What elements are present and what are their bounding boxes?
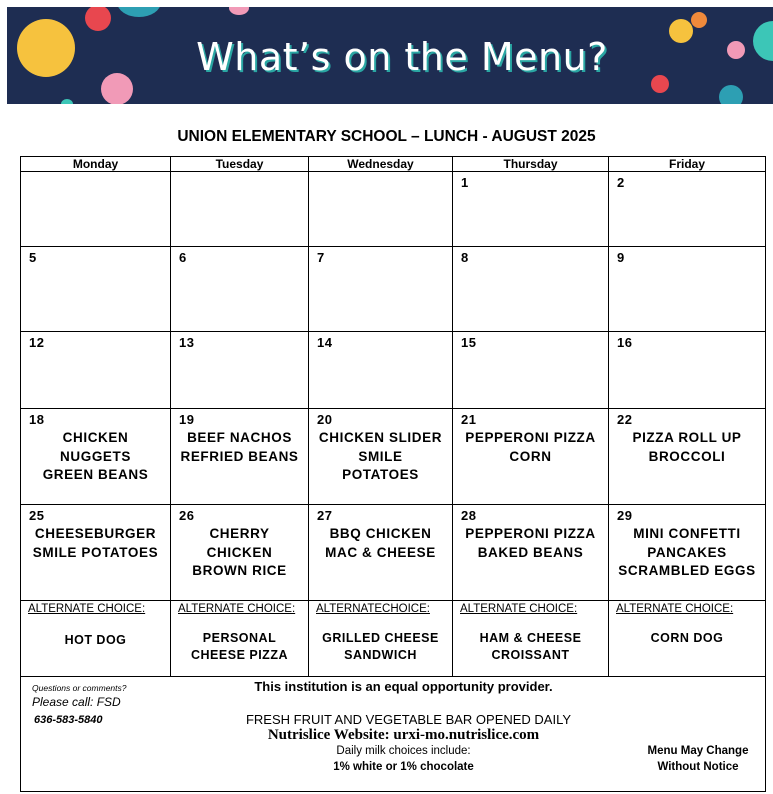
day-number: 25 (29, 508, 45, 523)
day-header-monday: Monday (21, 157, 171, 172)
alternate-label: ALTERNATE CHOICE: (178, 603, 296, 615)
day-cell (21, 172, 171, 247)
day-cell (609, 505, 766, 601)
day-header-thursday: Thursday (453, 157, 609, 172)
alternate-line: CROISSANT (491, 647, 570, 662)
meal-item (21, 525, 170, 562)
meal-line: CHERRY (209, 526, 270, 541)
confetti-dot (117, 7, 161, 17)
confetti-dot (229, 7, 249, 15)
day-cell (21, 505, 171, 601)
meal-line: GREEN BEANS (42, 467, 149, 482)
alternate-line: PERSONAL (202, 631, 277, 645)
alternate-label: ALTERNATECHOICE: (316, 603, 430, 615)
meal-line: SCRAMBLED EGGS (618, 563, 756, 578)
alternate-line: HAM & CHEESE (479, 631, 582, 645)
alternate-item (609, 630, 765, 647)
day-header-friday: Friday (609, 157, 766, 172)
fruit-bar-notice: FRESH FRUIT AND VEGETABLE BAR OPENED DAILY (245, 712, 572, 727)
alternate-item (309, 630, 452, 663)
footer-notes (21, 677, 766, 792)
alternate-line: CHEESE PIZZA (191, 647, 288, 662)
day-number: 29 (617, 508, 633, 523)
day-cell (453, 172, 609, 247)
meal-line: PEPPERONI PIZZA (465, 526, 596, 541)
day-header-wednesday: Wednesday (309, 157, 453, 172)
day-cell (309, 505, 453, 601)
day-number (309, 172, 452, 175)
day-number: 1 (461, 175, 469, 190)
day-cell (609, 409, 766, 505)
meal-item (609, 525, 765, 581)
day-number: 22 (617, 412, 633, 427)
confetti-dot (17, 19, 75, 77)
confetti-dot (651, 75, 669, 93)
day-cell (609, 172, 766, 247)
day-number: 15 (461, 335, 477, 350)
day-number: 7 (317, 250, 325, 265)
confetti-dot (691, 12, 707, 28)
day-cell (309, 332, 453, 409)
day-number: 9 (617, 250, 625, 265)
day-cell (609, 247, 766, 332)
day-number: 28 (461, 508, 477, 523)
day-number: 12 (29, 335, 45, 350)
day-number: 18 (29, 412, 45, 427)
day-cell (453, 332, 609, 409)
day-cell (21, 247, 171, 332)
day-number: 16 (617, 335, 633, 350)
alternate-cell (171, 601, 309, 677)
meal-line: POTATOES (342, 467, 419, 482)
day-number: 20 (317, 412, 333, 427)
milk-choices-label: Daily milk choices include: (336, 745, 471, 757)
menu-calendar (20, 156, 766, 792)
meal-line: CHEESEBURGER (34, 526, 157, 541)
day-number (21, 172, 170, 175)
alternate-cell (609, 601, 766, 677)
meal-item (171, 429, 308, 466)
meal-line: CHICKEN SLIDER (318, 430, 443, 445)
menu-change-notice: Menu May Change (647, 745, 749, 757)
day-number: 6 (179, 250, 187, 265)
day-number: 19 (179, 412, 195, 427)
meal-line: NUGGETS (60, 448, 131, 464)
day-number: 21 (461, 412, 477, 427)
day-cell (21, 332, 171, 409)
meal-line: SMILE POTATOES (32, 544, 159, 560)
day-number: 26 (179, 508, 195, 523)
confetti-dot (753, 21, 773, 61)
meal-line: CORN (509, 448, 552, 464)
day-number: 5 (29, 250, 37, 265)
meal-item (609, 429, 765, 466)
phone-number: 636-583-5840 (34, 714, 103, 726)
alternate-line: HOT DOG (64, 633, 127, 647)
meal-item (309, 525, 452, 562)
confetti-dot (727, 41, 745, 59)
please-call-text: Please call: FSD (32, 695, 121, 709)
day-cell (309, 247, 453, 332)
confetti-dot (101, 73, 133, 104)
alternate-line: SANDWICH (344, 647, 417, 662)
alternate-item (21, 632, 170, 649)
meal-line: BROWN RICE (192, 563, 287, 578)
alternate-cell (309, 601, 453, 677)
day-cell (171, 409, 309, 505)
day-cell (609, 332, 766, 409)
alternate-label: ALTERNATE CHOICE: (460, 603, 578, 615)
day-cell (309, 172, 453, 247)
alternate-label: ALTERNATE CHOICE: (28, 603, 146, 615)
day-cell (171, 505, 309, 601)
meal-line: BEEF NACHOS (187, 430, 292, 445)
day-header-tuesday: Tuesday (171, 157, 309, 172)
confetti-dot (85, 7, 111, 31)
alternate-label: ALTERNATE CHOICE: (616, 603, 734, 615)
day-cell (21, 409, 171, 505)
day-cell (453, 505, 609, 601)
equal-opportunity-statement: This institution is an equal opportunity provider. (254, 679, 553, 694)
menu-banner (7, 7, 773, 104)
confetti-dot (719, 85, 743, 104)
page-title: UNION ELEMENTARY SCHOOL – LUNCH - AUGUST 2025 (177, 128, 596, 145)
meal-line: REFRIED BEANS (180, 448, 299, 464)
meal-line: SMILE (358, 448, 403, 464)
confetti-dot (61, 99, 73, 104)
meal-item (21, 429, 170, 485)
meal-line: PANCAKES (647, 544, 727, 560)
meal-line: CHICKEN (206, 544, 273, 560)
menu-change-notice-2: Without Notice (657, 761, 739, 773)
meal-item (171, 525, 308, 581)
milk-choices: 1% white or 1% chocolate (333, 761, 474, 773)
day-number (171, 172, 308, 175)
day-number: 2 (617, 175, 625, 190)
alternate-item (453, 630, 608, 663)
alternate-cell (21, 601, 171, 677)
meal-line: BAKED BEANS (477, 544, 584, 560)
day-number: 27 (317, 508, 333, 523)
alternate-line: GRILLED CHEESE (322, 631, 439, 645)
meal-line: BBQ CHICKEN (329, 526, 432, 541)
alternate-item (171, 630, 308, 663)
nutrislice-website: Nutrislice Website: urxi-mo.nutrislice.com (267, 727, 540, 743)
meal-line: BROCCOLI (648, 448, 726, 464)
day-number: 13 (179, 335, 195, 350)
meal-line: PEPPERONI PIZZA (465, 430, 596, 445)
banner-title: What’s on the Menu? (196, 35, 608, 79)
meal-item (453, 429, 608, 466)
meal-item (453, 525, 608, 562)
day-number: 14 (317, 335, 333, 350)
meal-line: MINI CONFETTI (633, 526, 741, 541)
alternate-cell (453, 601, 609, 677)
confetti-dot (669, 19, 693, 43)
meal-line: CHICKEN (62, 430, 129, 445)
meal-line: PIZZA ROLL UP (632, 430, 742, 445)
alternate-line: CORN DOG (650, 631, 724, 645)
questions-text: Questions or comments? (32, 683, 127, 693)
day-cell (171, 332, 309, 409)
day-cell (171, 247, 309, 332)
day-cell (171, 172, 309, 247)
day-number: 8 (461, 250, 469, 265)
day-cell (453, 247, 609, 332)
day-cell (309, 409, 453, 505)
day-cell (453, 409, 609, 505)
meal-line: MAC & CHEESE (325, 544, 436, 560)
meal-item (309, 429, 452, 485)
